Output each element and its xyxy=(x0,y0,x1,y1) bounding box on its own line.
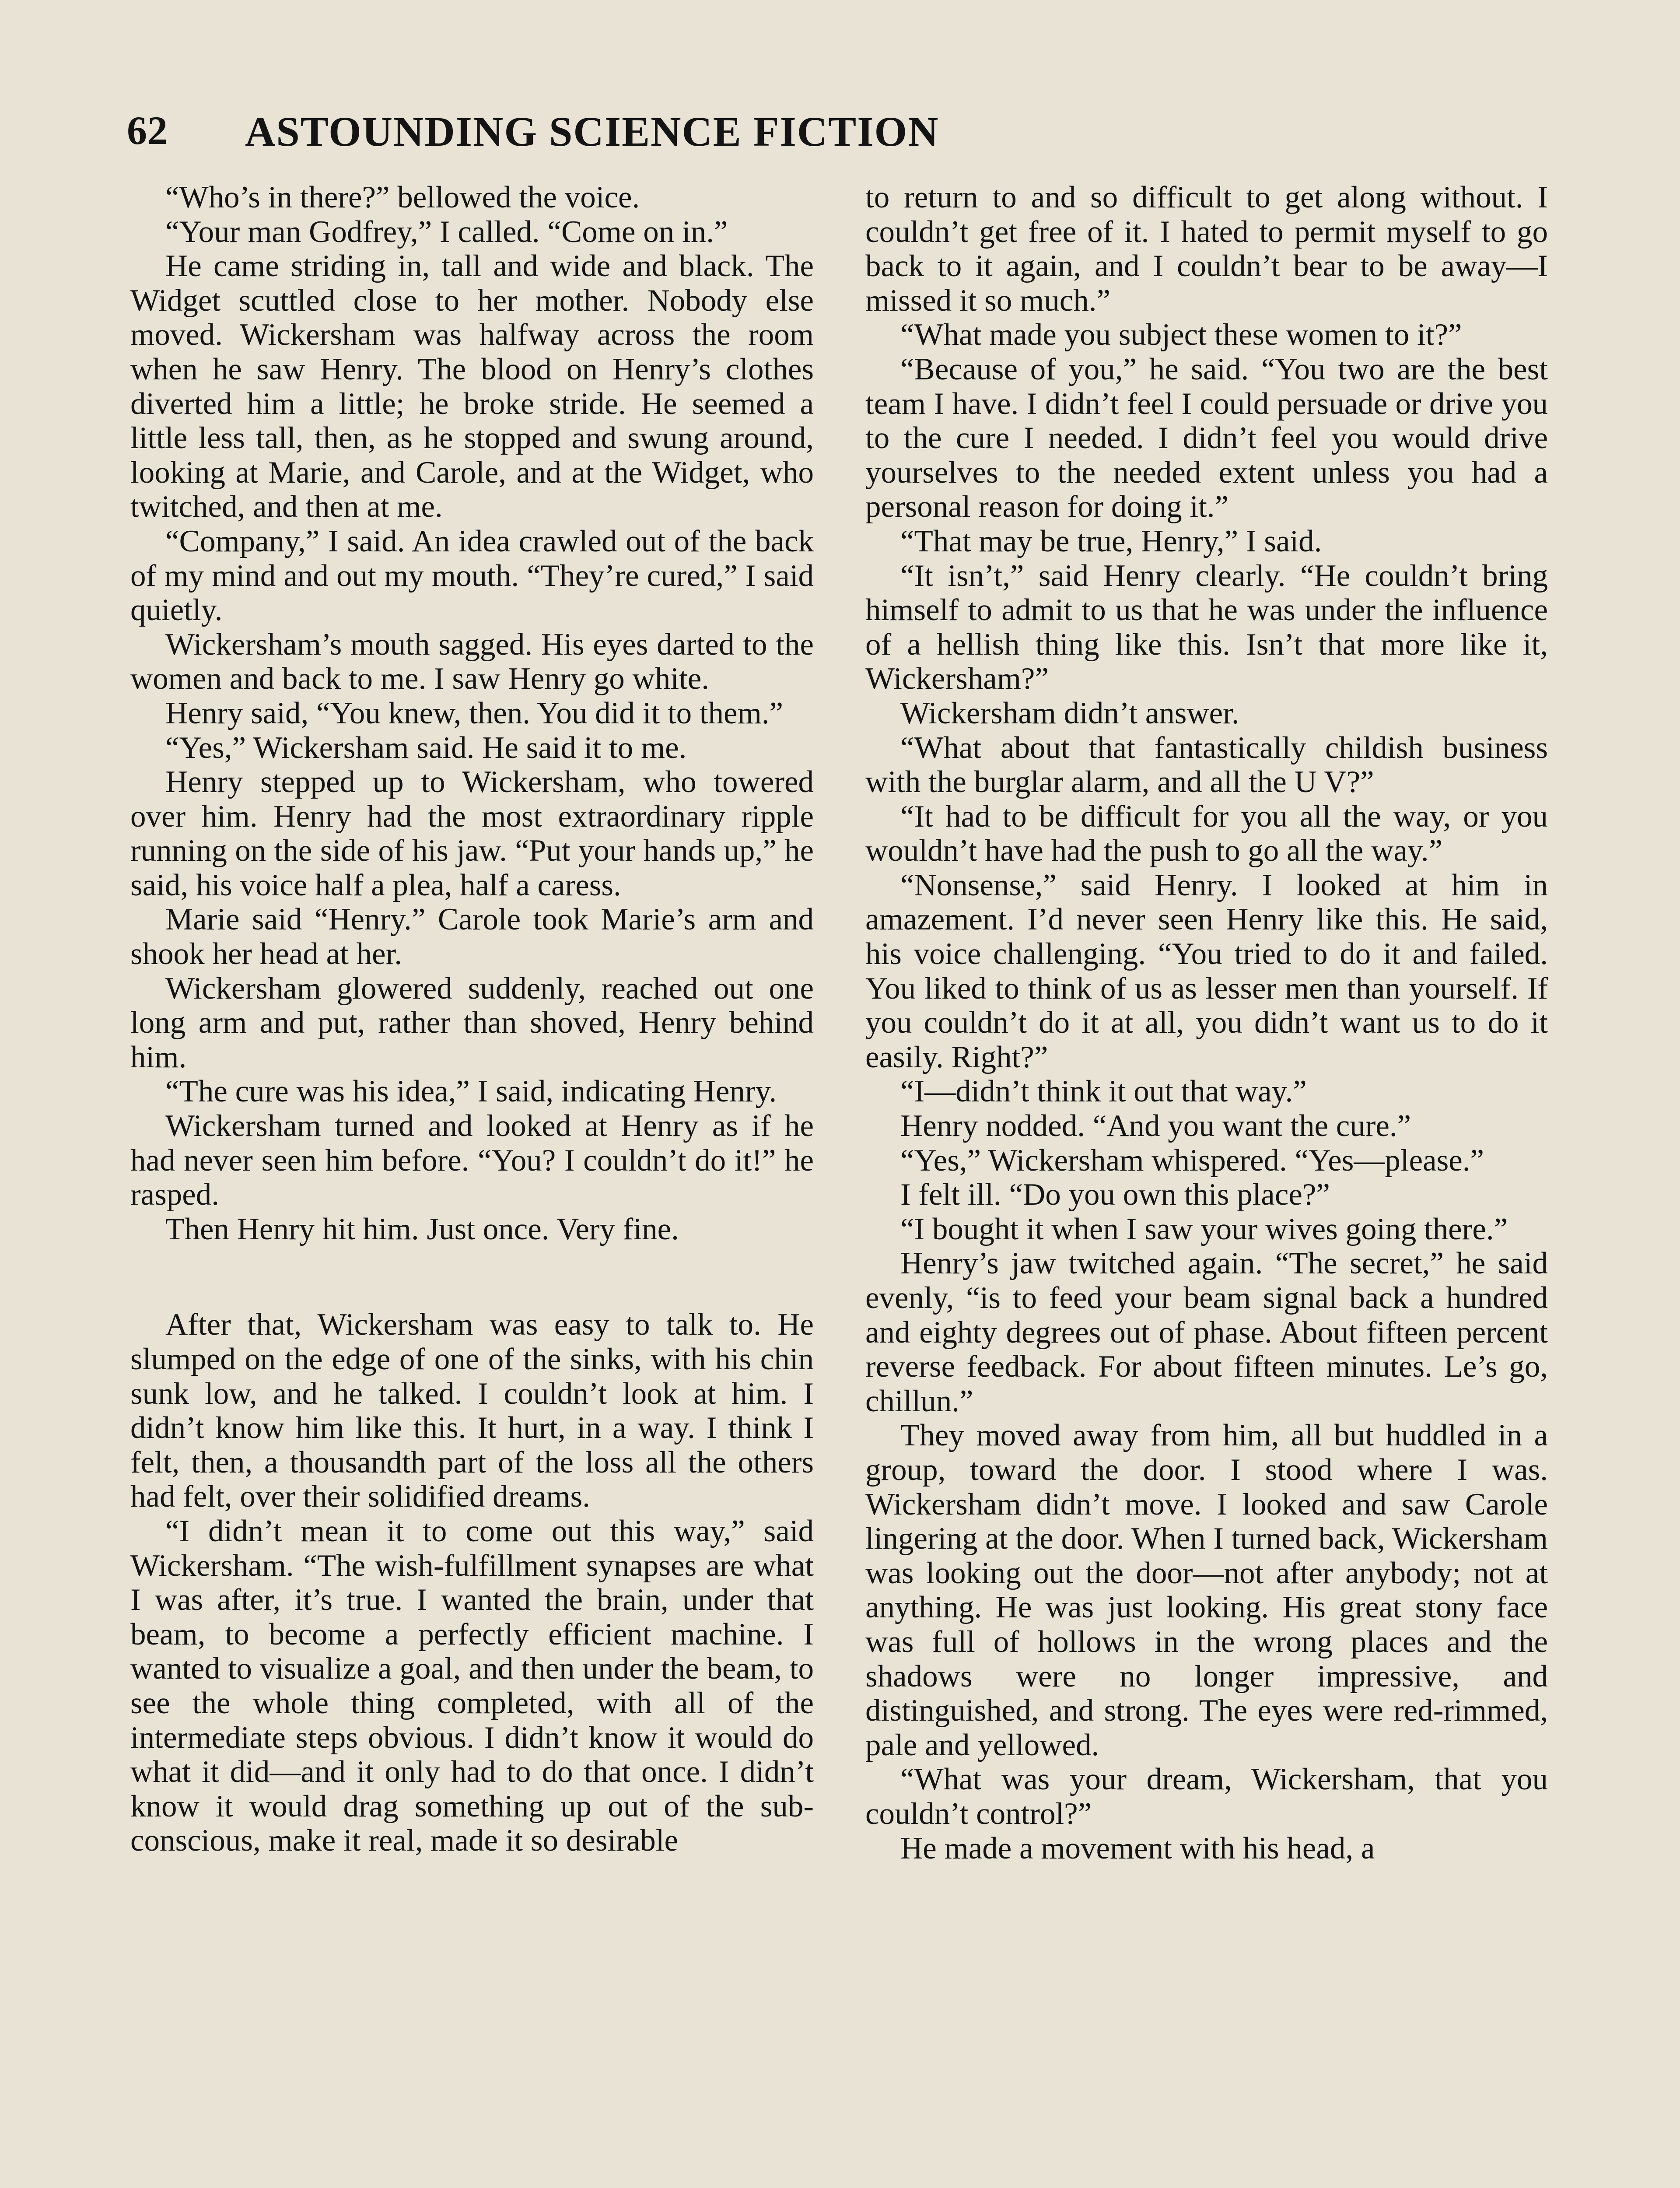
paragraph: “That may be true, Henry,” I said. xyxy=(900,524,1322,558)
paragraph: “Nonsense,” said Henry. I looked at him in amazement. I’d never seen Henry like this. He said, his voice challenging. “You tried to do it and failed. You liked to think of us as lesser men than yourself. If you couldn’t do it at all, you didn’t want us to do it easily. Right?” xyxy=(865,868,1548,1074)
paragraph: “Because of you,” he said. “You two are the best team I have. I didn’t feel I could persuade or drive you to the cure I needed. I didn’t feel you would drive yourselves to the needed extent unless you had a personal reason for doing it.” xyxy=(865,352,1548,524)
paragraph: Wickersham turned and looked at Henry as if he had never seen him before. “You? I couldn’t do it!” he rasped. xyxy=(130,1109,814,1212)
paragraph: Wickersham didn’t answer. xyxy=(900,696,1239,730)
paragraph: Henry stepped up to Wickersham, who towered over him. Henry had the most extraordinary ripple running on the side of his jaw. “Put your hands up,” he said, his voice half a plea, half a caress. xyxy=(130,765,814,902)
paragraph: He made a movement with his head, a xyxy=(900,1831,1375,1865)
page-header xyxy=(127,98,1404,177)
paragraph: “I bought it when I saw your wives going there.” xyxy=(900,1212,1508,1246)
paragraph: He came striding in, tall and wide and black. The Widget scuttled close to her mother. Nobody else moved. Wickersham was halfway across the room when he saw Henry. The blood on Henry’s clothes diverted him a little; he broke stride. He seemed a little less tall, then, as he stopped and swung around, looking at Marie, and Carole, and at the Widget, who twitched, and then at me. xyxy=(130,249,814,524)
paragraph: Wickersham’s mouth sagged. His eyes darted to the women and back to me. I saw Henry go white. xyxy=(130,627,814,696)
page-number: 62 xyxy=(127,108,168,153)
paragraph: “What made you subject these women to it?” xyxy=(900,318,1462,352)
paragraph: “What was your dream, Wickersham, that you couldn’t control?” xyxy=(865,1762,1548,1831)
paragraph: Henry nodded. “And you want the cure.” xyxy=(900,1109,1411,1143)
paragraph: Then Henry hit him. Just once. Very fine. xyxy=(165,1212,679,1246)
paragraph: Marie said “Henry.” Carole took Marie’s arm and shook her head at her. xyxy=(130,902,814,971)
paragraph: “I—didn’t think it out that way.” xyxy=(900,1074,1307,1109)
paragraph: Henry’s jaw twitched again. “The secret,” he said evenly, “is to feed your beam signal back a hundred and eighty degrees out of phase. About fifteen percent reverse feedback. For about fifteen minutes. Le’s go, chillun.” xyxy=(865,1246,1548,1418)
paragraph: “It had to be difficult for you all the way, or you wouldn’t have had the push to go all the way.” xyxy=(865,799,1548,868)
paragraph: Wickersham glowered suddenly, reached out one long arm and put, rather than shoved, Henry behind him. xyxy=(130,971,814,1074)
paragraph: They moved away from him, all but huddled in a group, toward the door. I stood where I was. Wickersham didn’t move. I looked and saw Carole lingering at the door. When I turned back, Wickersham was looking out the door—not after anybody; not at anything. He was just looking. His great stony face was full of hollows in the wrong places and the shadows were no longer impressive, and distinguished, and strong. The eyes were red-rimmed, pale and yellowed. xyxy=(865,1418,1548,1762)
paragraph: “I didn’t mean it to come out this way,” said Wickersham. “The wish-fulfillment synapses are what I was after, it’s true. I wanted the brain, under that beam, to become a perfectly efficient machine. I wanted to visualize a goal, and then under the beam, to see the whole thing completed, with all of the intermediate steps obvious. I didn’t know it would do what it did—and it only had to do that once. I didn’t know it would drag something up out of the sub-conscious, make it real, made it so desirable xyxy=(130,1514,814,1858)
paragraph: I felt ill. “Do you own this place?” xyxy=(900,1178,1330,1212)
paragraph-section-break: After that, Wickersham was easy to talk to. He slumped on the edge of one of the sinks, with his chin sunk low, and he talked. I couldn’t look at him. I didn’t know him like this. It hurt, in a way. I think I felt, then, a thousandth part of the loss all the others had felt, over their solidified dreams. xyxy=(130,1308,814,1514)
paragraph: “Who’s in there?” bellowed the voice. xyxy=(165,180,640,214)
paragraph: “It isn’t,” said Henry clearly. “He couldn’t bring himself to admit to us that he was under the influence of a hellish thing like this. Isn’t that more like it, Wickersham?” xyxy=(865,558,1548,696)
paragraph: “Your man Godfrey,” I called. “Come on in.” xyxy=(165,214,728,249)
paragraph: “Yes,” Wickersham whispered. “Yes—please.” xyxy=(900,1143,1484,1178)
paragraph: “The cure was his idea,” I said, indicating Henry. xyxy=(165,1074,777,1109)
paragraph: “Company,” I said. An idea crawled out of the back of my mind and out my mouth. “They’re cured,” I said quietly. xyxy=(130,524,814,628)
running-head: ASTOUNDING SCIENCE FICTION xyxy=(245,108,939,155)
right-column xyxy=(865,180,1548,1865)
paragraph: “What about that fantastically childish business with the burglar alarm, and all the U V?” xyxy=(865,730,1548,799)
left-column xyxy=(130,180,814,1858)
paragraph-continued: to return to and so difficult to get along without. I couldn’t get free of it. I hated to permit myself to go back to it again, and I couldn’t bear to be away—I missed it so much.” xyxy=(865,180,1548,318)
paragraph: Henry said, “You knew, then. You did it to them.” xyxy=(165,696,784,730)
paragraph: “Yes,” Wickersham said. He said it to me. xyxy=(165,730,687,765)
